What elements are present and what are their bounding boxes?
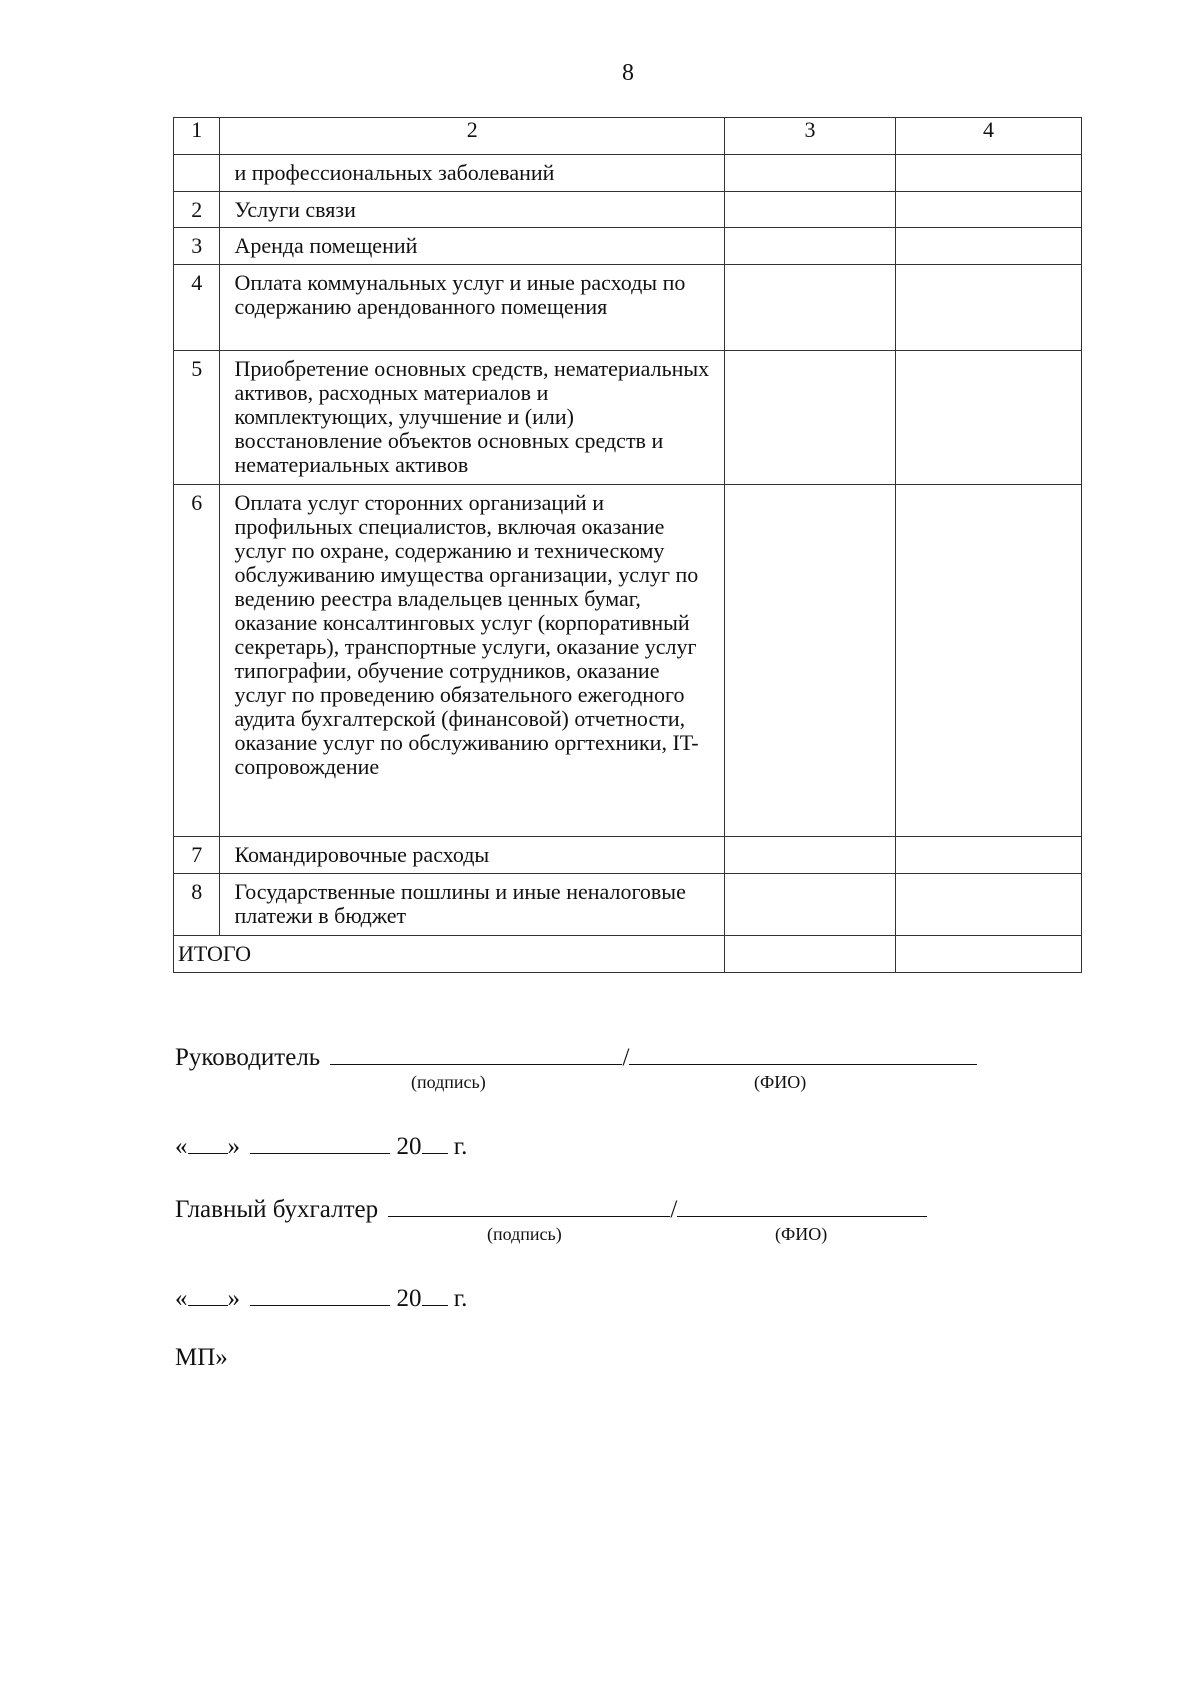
page-number: 8 (622, 60, 634, 86)
row-number: 5 (174, 351, 220, 485)
expenses-table (173, 117, 1082, 973)
head-date-line (175, 1129, 467, 1161)
head-slash: / (622, 1044, 630, 1071)
date-close-quote: » (227, 1133, 240, 1160)
total-col-3 (725, 936, 896, 973)
accountant-signature-line (175, 1192, 927, 1224)
row-col-4 (895, 874, 1081, 936)
table-row (174, 485, 1082, 837)
date-close-quote: » (227, 1285, 240, 1312)
table-header-row (174, 118, 1082, 155)
total-row (174, 936, 1082, 973)
row-col-3 (725, 265, 896, 351)
table-row (174, 351, 1082, 485)
accountant-year-field[interactable] (422, 1281, 448, 1306)
row-col-4 (895, 265, 1081, 351)
header-col-2: 2 (220, 118, 725, 155)
accountant-slash: / (670, 1196, 678, 1223)
year-prefix: 20 (396, 1133, 422, 1160)
table-row (174, 192, 1082, 228)
header-col-3: 3 (725, 118, 896, 155)
row-col-4 (895, 192, 1081, 228)
header-col-4: 4 (895, 118, 1081, 155)
row-number: 2 (174, 192, 220, 228)
row-text: Услуги связи (220, 192, 725, 228)
row-text: Оплата коммунальных услуг и иные расходы по содержанию арендованного помещения (220, 265, 725, 351)
row-number: 8 (174, 874, 220, 936)
year-suffix: г. (453, 1133, 468, 1160)
row-col-3 (725, 837, 896, 874)
row-text: Оплата услуг сторонних организаций и профильных специалистов, включая оказание услуг по охране, содержанию и техническому обслуживанию имущества организации, услуг по ведению реестра владельцев ценных бумаг, оказание консалтинговых услуг (корпоративный секретарь), транспортные услуги, оказание услуг типографии, обучение сотрудников, оказание услуг по проведению обязательного ежегодного аудита бухгалтерской (финансовой) отчетности, оказание услуг по обслуживанию оргтехники, IT-сопровождение (220, 485, 725, 837)
row-text: и профессиональных заболеваний (220, 155, 725, 192)
accountant-name-field[interactable] (677, 1192, 927, 1217)
row-col-3 (725, 485, 896, 837)
row-number: 4 (174, 265, 220, 351)
accountant-name-caption: (ФИО) (775, 1224, 828, 1244)
row-col-4 (895, 155, 1081, 192)
total-col-4 (895, 936, 1081, 973)
head-signature-line (175, 1040, 977, 1072)
row-col-3 (725, 192, 896, 228)
row-col-4 (895, 228, 1081, 265)
table-row (174, 155, 1082, 192)
row-number (174, 155, 220, 192)
stamp-place: МП» (175, 1344, 228, 1371)
table-row (174, 228, 1082, 265)
row-col-4 (895, 351, 1081, 485)
row-text: Государственные пошлины и иные неналоговые платежи в бюджет (220, 874, 725, 936)
head-name-field[interactable] (629, 1040, 977, 1065)
row-col-4 (895, 485, 1081, 837)
row-number: 7 (174, 837, 220, 874)
head-name-caption: (ФИО) (754, 1072, 807, 1092)
accountant-signature-caption: (подпись) (487, 1224, 562, 1244)
row-col-3 (725, 155, 896, 192)
table-row (174, 874, 1082, 936)
table-row (174, 265, 1082, 351)
row-number: 6 (174, 485, 220, 837)
total-label: ИТОГО (174, 936, 725, 973)
table-row (174, 837, 1082, 874)
row-col-3 (725, 351, 896, 485)
row-number: 3 (174, 228, 220, 265)
accountant-label: Главный бухгалтер (175, 1196, 379, 1223)
head-label: Руководитель (175, 1044, 321, 1071)
row-text: Командировочные расходы (220, 837, 725, 874)
accountant-date-line (175, 1281, 467, 1313)
date-open-quote: « (175, 1133, 188, 1160)
accountant-month-field[interactable] (250, 1281, 390, 1306)
accountant-day-field[interactable] (188, 1281, 228, 1306)
row-col-4 (895, 837, 1081, 874)
row-col-3 (725, 228, 896, 265)
date-open-quote: « (175, 1285, 188, 1312)
head-signature-caption: (подпись) (411, 1072, 486, 1092)
row-col-3 (725, 874, 896, 936)
head-month-field[interactable] (250, 1129, 390, 1154)
row-text: Приобретение основных средств, нематериальных активов, расходных материалов и комплектующих, улучшение и (или) восстановление объектов основных средств и нематериальных активов (220, 351, 725, 485)
year-suffix: г. (453, 1285, 468, 1312)
head-day-field[interactable] (188, 1129, 228, 1154)
head-signature-field[interactable] (330, 1040, 622, 1065)
accountant-signature-field[interactable] (388, 1192, 670, 1217)
year-prefix: 20 (396, 1285, 422, 1312)
head-year-field[interactable] (422, 1129, 448, 1154)
row-text: Аренда помещений (220, 228, 725, 265)
header-col-1: 1 (174, 118, 220, 155)
